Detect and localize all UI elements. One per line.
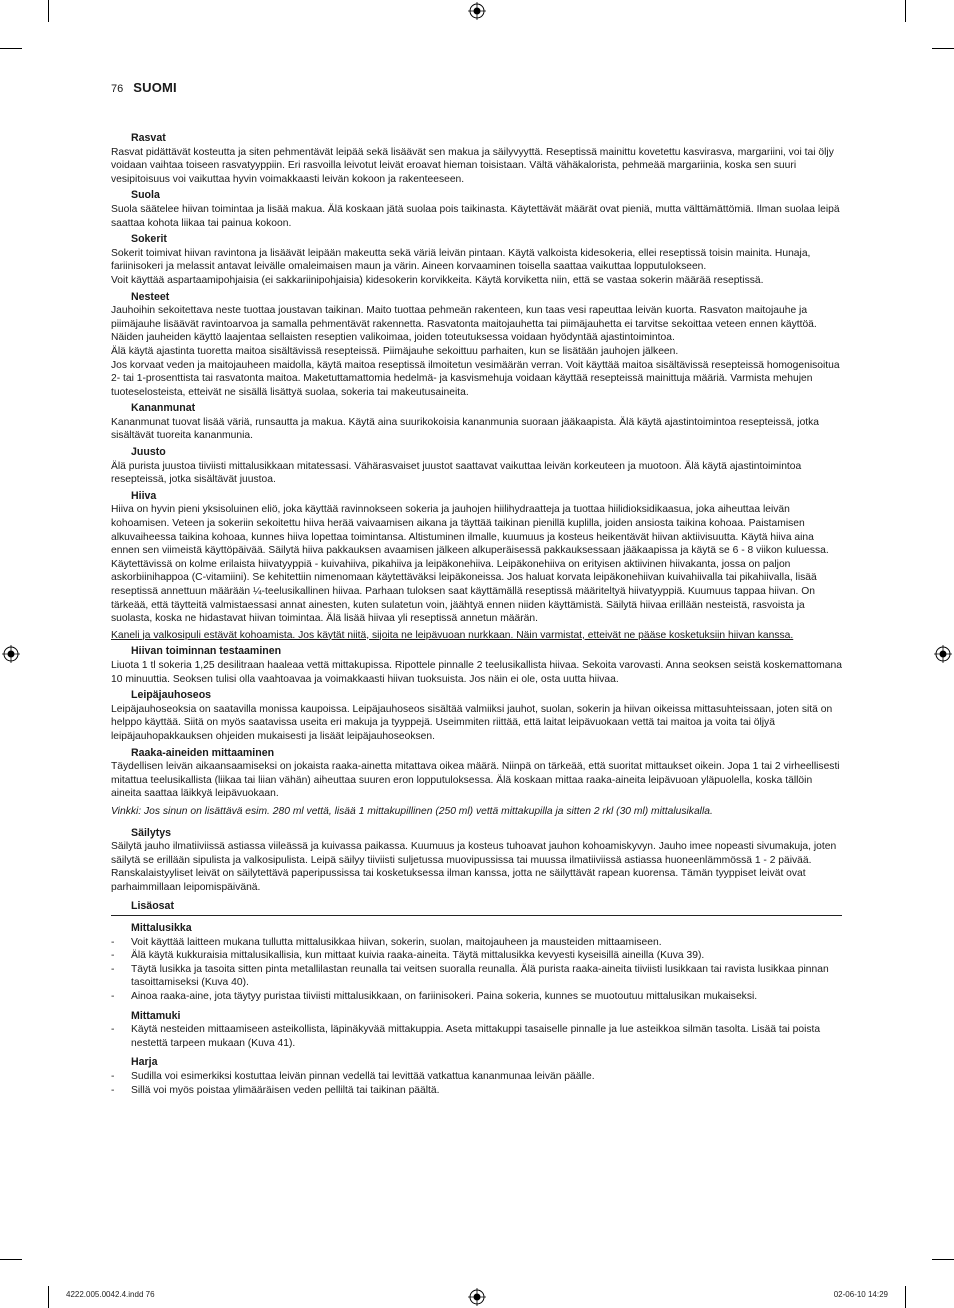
paragraph: Sokerit toimivat hiivan ravintona ja lisäävät leipään makeutta sekä väriä leivän pintaan. Käytä valkoista kidesokeria, ellei reseptissä toisin mainita. Hunaja, fariinisokeri ja melassit antavat leivälle omaleimaisen maun ja värin. Aineen korvaaminen toisella saattaa vaikuttaa lopputulokseen.: [111, 247, 811, 273]
registration-mark-icon: [468, 1288, 486, 1306]
section-title: Mittamuki: [131, 1009, 181, 1022]
section-title: Sokerit: [131, 233, 167, 246]
accessories-heading: [111, 900, 842, 916]
page-header: [111, 80, 177, 96]
list-item: - Käytä nesteiden mittaamiseen asteikollista, läpinäkyvää mittakuppia. Aseta mittakuppi tasaiselle pinnalle ja lue asteikkoa silmän tasolta. Lisää tai poista nestettä tarpeen mukaan (Kuva 41).: [131, 1023, 842, 1050]
section: [111, 402, 842, 443]
crop-mark: [932, 1259, 954, 1260]
paragraph: Voit käyttää aspartaamipohjaisia (ei sakkariinipohjaisia) kidesokerin korvikkeita. Käytä korviketta niin, että se vastaa sokerin määrää reseptissä.: [111, 274, 764, 286]
paragraph: Kananmunat tuovat lisää väriä, runsautta ja makua. Käytä aina suurikokoisia kananmunia suoraan jääkaapista. Älä käytä ajastintoimintoa resepteissä, jotka sisältävät tuoreita kananmunia.: [111, 416, 820, 442]
list-item: - Sillä voi myös poistaa ylimääräisen veden pelliltä tai taikinan päältä.: [131, 1084, 842, 1098]
accessory-item: [111, 1010, 842, 1051]
section-title: Mittalusikka: [131, 922, 192, 935]
bullet-list: [111, 1023, 842, 1050]
paragraph: Rasvat pidättävät kosteutta ja siten pehmentävät leipää sekä lisäävät sen makua ja säilyvyyttä. Reseptissä mainittu kovetettu kasvirasva, margariini, voi tai öljy voidaan vaihtaa toiseen rasvatyyppiin. Eri rasvoilla leivotut leivät eroavat hieman toisistaan. Vältä vähäkalorista, pehmeää margariinia, koska sen suuri vesipitoisuus voi vaikuttaa hyvin voimakkaasti leivän kokoon ja rakenteeseen.: [111, 146, 834, 185]
section: [111, 446, 842, 487]
section: [111, 747, 842, 801]
paragraph: Älä purista juustoa tiiviisti mittalusikkaan mitatessasi. Vähärasvaiset juustot saattavat vaikuttaa leivän korkeuteen ja muotoon. Älä käytä ajastintoimintoa resepteissä, jotka sisältävät juustoa.: [111, 460, 802, 486]
paragraph: Hiiva on hyvin pieni yksisoluinen eliö, joka käyttää ravinnokseen sokeria ja jauhojen hiilihydraatteja ja tuottaa hiilidioksidikaasua, joka aiheuttaa leivän kohoamisen. Veteen ja sokeriin sekoitettu hiiva herää vaivaamisen aikana ja täyttää taikinan pienillä kuplilla, joiden ansiosta taikina kohoaa. Paistamisen alkuvaiheessa taikina kohoaa, kunnes hiiva lopettaa toimintansa. Altistuminen ilmalle, kuumuus ja kosteus heikentävät hiivan aktiivisuutta. Käytä hiiva aina ennen sen viimeistä käyttöpäivää. Säilytä hiiva pakkauksen avaamisen jälkeen alkuperäisessä pakkauksessaan jääkaapissa ja käytä se 6 - 8 viikon kuluessa. Käytettävissä on kolme erilaista hiivatyyppiä - kuivahiiva, pikahiiva ja leipäkonehiiva. Leipäkonehiiva on erityisen aktiivinen hiivakanta, jossa on paljon askorbiinihappoa (C-vitamiini). Se kehitettiin nimenomaan käytettäväksi leipäkoneissa. Jos haluat korvata leipäkonehiivan kuivahiivalla tai pikahiivalla, lisää reseptissä annettuun määrään ¼-teelusikallinen hiivaa. Parhaan tuloksen saat käyttämällä reseptissä määriteltyä hiivatyyppiä. Kuumuus tappaa hiivan. On tärkeää, että täytteitä valmistaessasi annat ainesten, kuten sulatetun voin, jäähtyä ennen niiden käyttämistä. Säilytä hiivaa erillään nesteistä, rasvoista ja suolasta, koska ne hidastavat hiivan toimintaa. Älä lisää hiivaa yli reseptissä annetun määrän.: [111, 504, 829, 625]
section: [111, 291, 842, 400]
section-title: Rasvat: [131, 132, 166, 144]
section: [111, 233, 842, 287]
paragraph: Älä käytä ajastinta tuoretta maitoa sisältävissä resepteissä. Piimäjauhe sekoittuu parhaiten, kun se lisätään jauhojen jälkeen.: [111, 345, 679, 357]
paragraph: Jos korvaat veden ja maitojauheen maidolla, käytä maitoa reseptissä ilmoitetun vesimäärän verran. Voit käyttää maitoa sisältävissä resepteissä homogenisoitua 2- tai 1-prosenttista tai rasvatonta maitoa. Maketuttamattomia hedelmä- ja kasvismehuja voidaan käyttää resepteissä mainittuja määriä. Varmista mehujen tuoteselosteista, etteivät ne sisällä lisättyä suolaa, sokeria tai makeutusaineita.: [111, 359, 840, 398]
crop-mark: [0, 48, 22, 49]
paragraph: Leipäjauhoseoksia on saatavilla monissa kaupoissa. Leipäjauhoseos sisältää valmiiksi jauhot, suolan, sokerin ja hiivan oikeissa mittasuhteissaan, joten sitä on helppo käyttää. Siitä on myös saatavissa useita eri makuja ja tyyppejä. Useimmiten riittää, että laitat leipävuokaan vettä tai maitoa ja voita tai öljyä leipäjauhopakkauksen ohjeiden mukaisesti ja lisäät leipäjauhoseoksen.: [111, 703, 833, 742]
footer-date: 02-06-10 14:29: [833, 1290, 888, 1299]
section-title: Harja: [131, 1056, 158, 1069]
section-title: Raaka-aineiden mittaaminen: [131, 746, 275, 759]
section: [111, 189, 842, 230]
section: [111, 689, 842, 743]
crop-mark: [932, 48, 954, 49]
section-storage: [111, 827, 842, 895]
section-title: Säilytys: [131, 826, 172, 839]
list-item: - Täytä lusikka ja tasoita sitten pinta metallilastan reunalla tai veitsen suoralla reunalla. Älä purista raaka-aineita tiiviisti lusikkaan tai ravista lusikkaa pinnan tasoittamiseksi (Kuva 40).: [131, 963, 842, 990]
accessories-list: [111, 922, 842, 1097]
accessory-item: [111, 1056, 842, 1097]
section-title: Nesteet: [131, 290, 170, 303]
list-item: - Sudilla voi esimerkiksi kostuttaa leivän pinnan vedellä tai levittää vatkattua kananmunaa leivän päälle.: [131, 1070, 842, 1084]
section: [111, 490, 842, 626]
paragraph: Jauhoihin sekoitettava neste tuottaa joustavan taikinan. Maito tuottaa pehmeän rakenteen, kun taas vesi rapeuttaa leivän kuorta. Rasvaton maitojauhe ja piimäjauhe lisäävät ravintoarvoa ja samalla pehmentävät rakennetta. Rasvatonta maitojauhetta tai piimäjauhetta ei tarvitse sekoittaa veteen ennen käyttöä. Näiden jauheiden käyttö laajentaa sellaisten reseptien valikoimaa, joiden toteutuksessa voidaan hyödyntää ajastintoimintoa.: [111, 305, 817, 344]
list-item: - Voit käyttää laitteen mukana tullutta mittalusikkaa hiivan, sokerin, suolan, maitojauheen ja mausteiden mittaamiseen.: [131, 936, 842, 950]
section: [111, 645, 842, 686]
paragraph: Liuota 1 tl sokeria 1,25 desilitraan haaleaa vettä mittakupissa. Ripottele pinnalle 2 teelusikallista hiivaa. Sekoita varovasti. Anna seoksen seistä koskemattomana 10 minuuttia. Seoksen tulisi olla vaahtoavaa ja voimakkaasti hiivan tuoksuista. Jos näin ei ole, osta uutta hiivaa.: [111, 659, 842, 685]
footer-file-info: 4222.005.0042.4.indd 76: [66, 1290, 155, 1299]
section-language: SUOMI: [133, 80, 177, 95]
crop-mark: [48, 1286, 49, 1308]
section-title: Lisäosat: [131, 900, 174, 913]
registration-mark-icon: [2, 645, 20, 663]
page-number: 76: [111, 83, 124, 95]
registration-mark-icon: [468, 2, 486, 20]
crop-mark: [905, 0, 906, 22]
list-item: - Ainoa raaka-aine, jota täytyy puristaa tiiviisti mittalusikkaan, on fariinisokeri. Paina sokeria, kunnes se muotoutuu mittalusikan mukaiseksi.: [131, 990, 842, 1004]
section-title: Hiivan toiminnan testaaminen: [131, 645, 282, 658]
note-underlined: Kaneli ja valkosipuli estävät kohoamista. Jos käytät niitä, sijoita ne leipävuoan nurkkaan. Näin varmistat, etteivät ne pääse kosketuksiin hiivan kanssa.: [111, 629, 794, 641]
sections-group: [111, 132, 842, 626]
paragraph: Täydellisen leivän aikaansaamiseksi on jokaista raaka-ainetta mitattava oikea määrä. Niinpä on tärkeää, että suoritat mittaukset oikein. Jopa 1 tai 2 virheellisesti mitattua teelusikallista (liikaa tai liian vähän) aiheuttaa suuren eron lopputuloksessa. Älä koskaan mittaa raaka-aineita leipävuoan yläpuolella, koska tällöin aineita saattaa läikkyä leipävuokaan.: [111, 761, 840, 800]
crop-mark: [48, 0, 49, 22]
section-title: Kananmunat: [131, 402, 196, 415]
section: [111, 132, 842, 186]
crop-mark: [905, 1286, 906, 1308]
registration-mark-icon: [934, 645, 952, 663]
sections-group: [111, 645, 842, 801]
paragraph: Säilytä jauho ilmatiiviissä astiassa viileässä ja kuivassa paikassa. Kuumuus ja kosteus tuhoavat jauhon kohoamiskyvyn. Jauho imee nopeasti sivumakuja, joten säilytä se erillään sipulista ja valkosipulista. Leipä säilyy tiiviisti suljetussa muovipussissa tai muussa ilmatiiviissä astiassa huoneenlämmössä 1 - 2 päivää. Ranskalaistyyliset leivät on säilytettävä paperipussissa tai kosketuksessa ilman kanssa, jotta ne säilyttävät rapean kuorensa. Tämän tyyppiset leivät ovat parhaimmillaan leipomispäivänä.: [111, 841, 837, 893]
document-body: [111, 132, 842, 1103]
list-item: - Älä käytä kukkuraisia mittalusikallisia, kun mittaat kuivia raaka-aineita. Täytä mittalusikka kevyesti kyseisillä aineilla (Kuva 39).: [131, 949, 842, 963]
section-title: Hiiva: [131, 489, 157, 502]
crop-mark: [0, 1259, 22, 1260]
paragraph: Suola säätelee hiivan toimintaa ja lisää makua. Älä koskaan jätä suolaa pois taikinasta. Käytettävät määrät ovat pieniä, mutta välttämättömiä. Ilman suolaa leipä saattaa kohota liikaa tai painua kokoon.: [111, 203, 840, 229]
tip-text: Vinkki: Jos sinun on lisättävä esim. 280 ml vettä, lisää 1 mittakupillinen (250 ml) vettä mittakupilla ja sitten 2 rkl (30 ml) mittalusikalla.: [111, 805, 713, 817]
bullet-list: [111, 1070, 842, 1097]
section-title: Leipäjauhoseos: [131, 689, 212, 702]
section-title: Juusto: [131, 446, 166, 459]
accessory-item: [111, 922, 842, 1004]
bullet-list: [111, 936, 842, 1004]
section-title: Suola: [131, 189, 160, 202]
